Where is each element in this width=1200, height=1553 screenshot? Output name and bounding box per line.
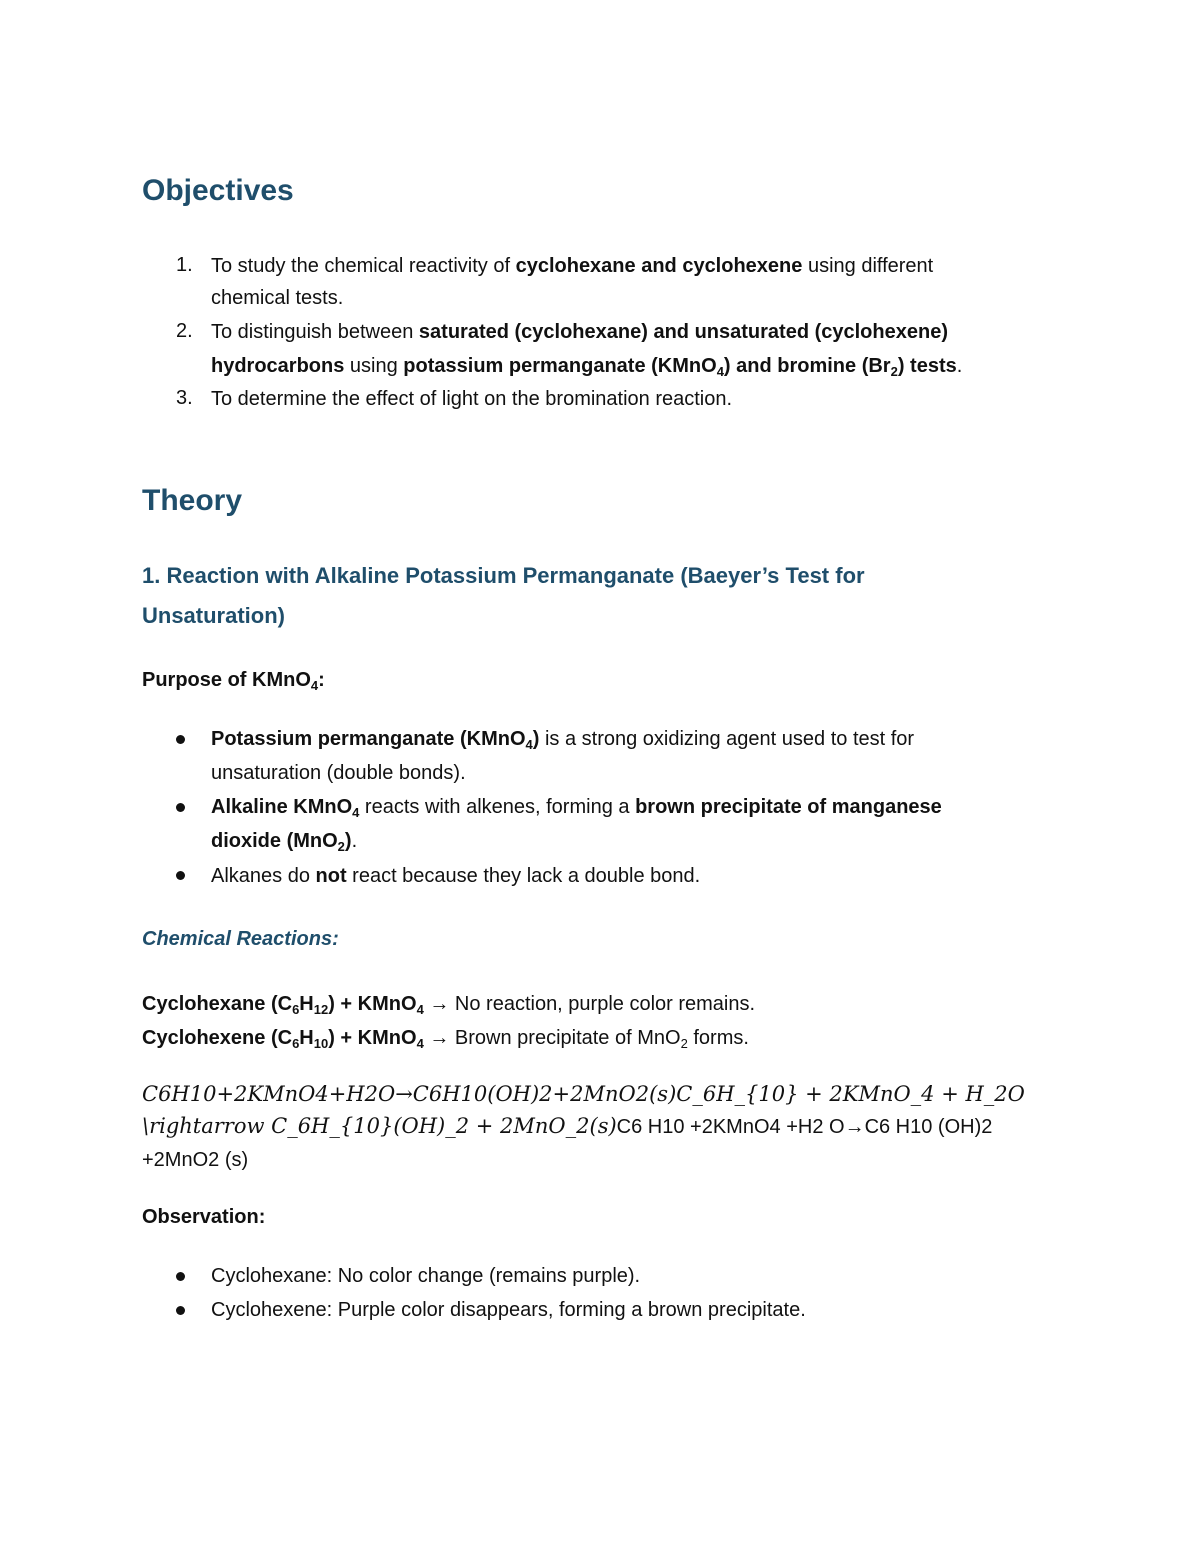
equation-line-3: +2MnO2 (s) — [142, 1149, 249, 1171]
objective-number-1: 1. — [176, 254, 193, 276]
objective-1-line-1: To study the chemical reactivity of cyclohexane and cyclohexene using different — [211, 255, 934, 277]
bullet-dot — [176, 735, 185, 744]
purpose-bullet-2-line-1: Alkaline KMnO$_4$ reacts with alkenes, forming a brown precipitate of manganese — [211, 796, 942, 820]
objectives-heading: Objectives — [142, 174, 294, 207]
objective-2-line-1: To distinguish between saturated (cyclohexane) and unsaturated (cyclohexene) — [211, 321, 948, 343]
section-1-title-line-1: 1. Reaction with Alkaline Potassium Permanganate (Baeyer’s Test for — [142, 563, 865, 588]
bullet-dot — [176, 803, 185, 812]
reaction-cyclohexane: Cyclohexane $(C_6H_{12})$ + KMnO$_4$ → No reaction, purple color remains. — [142, 993, 756, 1017]
section-1-title-line-2: Unsaturation) — [142, 603, 285, 628]
purpose-label: Purpose of KMnO$_4$: — [142, 669, 325, 693]
observation-item-2: Cyclohexene: Purple color disappears, forming a brown precipitate. — [211, 1299, 806, 1321]
bullet-dot — [176, 871, 185, 880]
bullet-dot — [176, 1306, 185, 1315]
objective-number-3: 3. — [176, 387, 193, 409]
equation-line-2: \rightarrow C_6H_{10}(OH)_2 + 2MnO_2(s)C6 H10 +2KMnO4 +H2 O→C6 H10 (OH)2 — [142, 1114, 993, 1138]
theory-heading: Theory — [142, 484, 243, 517]
objective-number-2: 2. — [176, 320, 193, 342]
objective-3-line-1: To determine the effect of light on the bromination reaction. — [211, 388, 733, 410]
observation-label: Observation: — [142, 1206, 266, 1228]
observation-item-1: Cyclohexane: No color change (remains purple). — [211, 1265, 641, 1287]
purpose-bullet-3: Alkanes do not react because they lack a double bond. — [211, 865, 701, 887]
purpose-bullet-2-line-2: dioxide (MnO$_2$). — [211, 830, 358, 854]
objective-2-line-2: hydrocarbons using potassium permanganate (KMnO$_4$) and bromine $(Br_2)$ tests. — [211, 355, 963, 379]
chemical-reactions-label: Chemical Reactions: — [142, 928, 339, 950]
purpose-bullet-1-line-2: unsaturation (double bonds). — [211, 762, 466, 784]
purpose-bullet-1-line-1: Potassium permanganate (KMnO$_4$) is a strong oxidizing agent used to test for — [211, 728, 915, 752]
objective-1-line-2: chemical tests. — [211, 287, 344, 309]
reaction-cyclohexene: Cyclohexene $(C_6H_{10})$ + KMnO$_4$ → Brown precipitate of MnO$_2$ forms. — [142, 1027, 749, 1051]
bullet-dot — [176, 1272, 185, 1281]
equation-line-1: C6H10+2KMnO4+H2O→C6H10(OH)2+2MnO2(s)C_6H_{10} + 2KMnO_4 + H_2O — [142, 1082, 1025, 1106]
